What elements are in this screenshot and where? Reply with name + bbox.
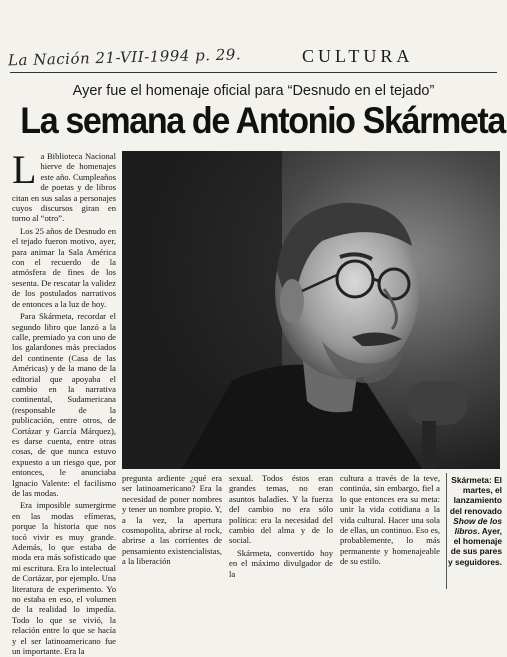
paragraph: Skármeta, convertido hoy en el máximo divulgador de la <box>229 547 333 579</box>
article-column-2 <box>229 473 333 589</box>
paragraph: pregunta ardiente ¿qué era ser latinoamericano? Era la necesidad de poner nombres y tener un nombre propio. Y, a la vez, la apertura cosmopolita, abrirse al rock, abrirse a las corrientes de pensamiento existencialistas, a la liberación <box>122 473 222 567</box>
paragraph: Los 25 años de Desnudo en el tejado fueron motivo, ayer, para animar la Sala América con el recuerdo de la atmósfera de fines de los sesenta. De rescatar la validez de los postulados narrativos de entonces a la luz de hoy. <box>12 225 116 309</box>
dropcap: L <box>12 147 37 192</box>
paragraph: sexual. Todos éstos eran grandes temas, no eran asuntos baladíes. Y la fuerza del cambio no era sólo política: era la necesidad del cambio del alma y de lo social. <box>229 473 333 546</box>
article-column-left <box>12 147 116 657</box>
section-divider <box>10 72 497 73</box>
portrait-illustration <box>122 151 500 469</box>
caption-divider <box>446 473 447 589</box>
section-title: CULTURA <box>302 46 414 66</box>
portrait-photo <box>122 151 500 469</box>
article-column-3 <box>340 473 440 589</box>
paragraph: Era imposible sumergirme en las modas efímeras, porque la historia que nos tocó vivir es muy grande. Además, lo que estaba de moda era más sofisticado que mi escritura. Era lo intelectual de Cortázar, por ejemplo. Una literatura de experimento. Yo no estaba en eso, el volumen de la realidad lo impedía. Todo lo que se vivió, la relación entre lo que se hacía y el ser latinoamericano fue un importante. Era la <box>12 500 116 657</box>
photo-caption: Skármeta: El martes, el lanzamiento del renovado Show de los libros. Ayer, el homenaje de sus pares y seguidores. <box>448 475 502 567</box>
paragraph: Para Skármeta, recordar el segundo libro que lanzó a la calle, premiado ya con uno de los galardones más preciados del continente (Casa de las Américas) y de la mano de la editorial que apoyaba el cambio en la narrativa continental, Sudamericana (responsable de la publicación, entre otros, de Cortázar y García Márquez), es darse cuenta, entre otras cosas, de que nunca estuvo expuesto a un riesgo que, por entonces, le anunciaba Ignacio Valente: el facilismo de las modas. <box>12 311 116 498</box>
article-headline: La semana de Antonio Skármeta <box>20 100 505 141</box>
article-kicker: Ayer fue el homenaje oficial para “Desnudo en el tejado” <box>72 83 435 99</box>
article-column-1 <box>122 473 222 589</box>
paragraph: cultura a través de la teve, continúa, sin embargo, fiel a lo que entonces era su meta: unir la vida cotidiana a la vida cultural. Hacer una sola de ellas, un continuo. Eso es, probablemente, lo más permanente y homenajeable de su estilo. <box>340 473 440 567</box>
handwritten-archive-note: La Nación 21-VII-1994 p. 29. <box>7 45 242 70</box>
paragraph: L a Biblioteca Nacional hierve de homenajes este año. Cumpleaños de poetas y de libros citan en sus salas a personajes cuyos discursos giran en torno al “otro”. <box>12 147 116 224</box>
